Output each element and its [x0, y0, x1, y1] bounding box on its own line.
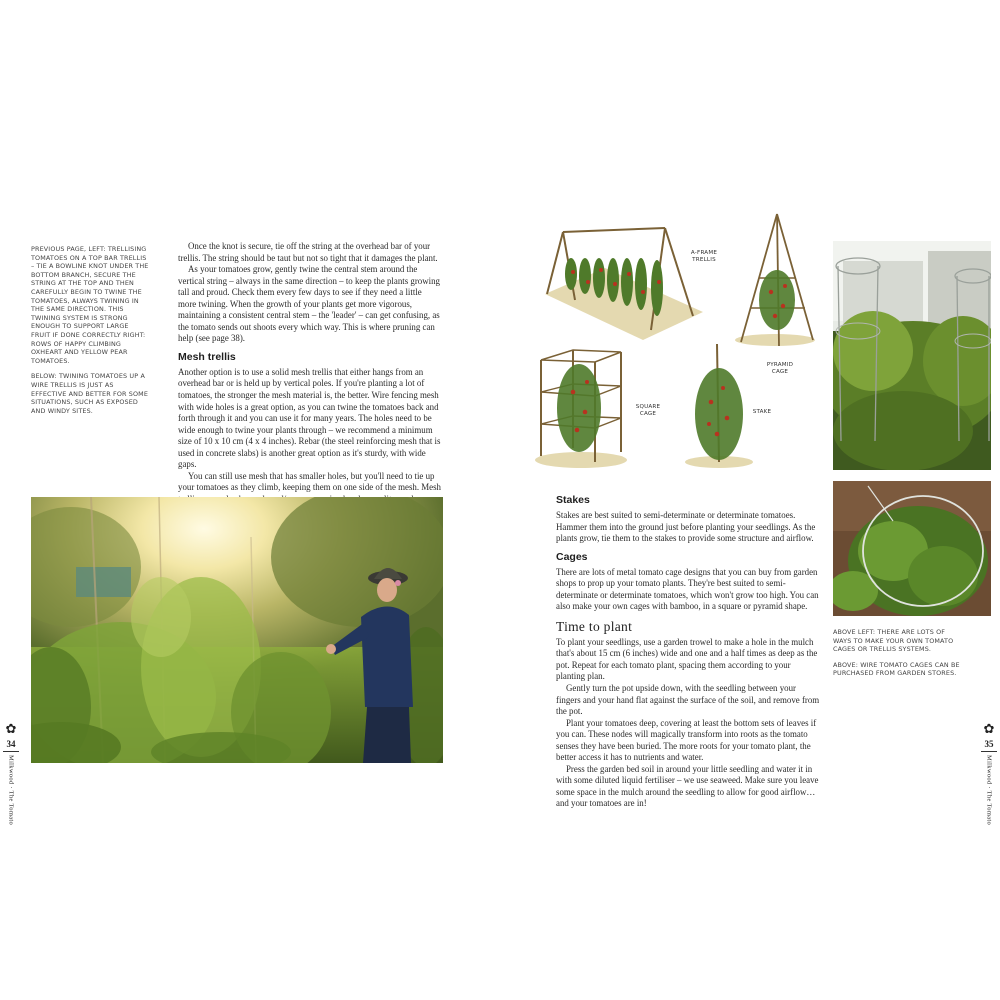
label-pyramid-cage	[760, 362, 800, 376]
folio-left	[3, 722, 19, 825]
heading-cages: Cages	[556, 550, 588, 563]
heading-stakes: Stakes	[556, 494, 590, 506]
photo-wire-cage-topdown-image	[833, 481, 991, 616]
left-caption-para1: PREVIOUS PAGE, LEFT: TRELLISING TOMATOES ON A TOP BAR TRELLIS – TIE A BOWLINE KNOT UNDER THE BOTTOM BRANCH, SECURE THE STRING AT THE TOP AND THEN CAREFULLY BEGIN TO TWINE THE TOMATOES, ALWAYS TWINING IN THE SAME DIRECTION. THIS TWINING SYSTEM IS STRONG ENOUGH TO SUPPORT LARGE FRUIT IF DONE CORRECTLY RIGHT: ROWS OF HAPPY CLIMBING OXHEART AND YELLOW PEAR TOMATOES.	[31, 245, 149, 365]
photo-wire-cage-topdown	[833, 481, 991, 616]
right-body-time3: Plant your tomatoes deep, covering at least the bottom sets of leaves if you can. These nodes will magically transform into roots as the tomato senses they have been buried. The more roots for your tomato plant, the better access it has to nutrients and water.	[556, 717, 817, 763]
folio-right	[981, 722, 997, 825]
right-caption	[833, 628, 963, 685]
right-caption-para1: ABOVE LEFT: THERE ARE LOTS OF WAYS TO MAKE YOUR OWN TOMATO CAGES OR TRELLIS SYSTEMS.	[833, 628, 954, 654]
left-body-p4: You can still use mesh that has smaller holes, but you'll need to tie up your tomatoes as they climb, keeping them on one side of the mesh. Mesh	[178, 470, 441, 493]
right-body-time1: To plant your seedlings, use a garden trowel to make a hole in the mulch that's about 15 cm (6 inches) wide and one and a half times as deep as the pot. Repeat for each tomato plant, spacing them according to your planting plan.	[556, 636, 818, 682]
left-caption	[31, 245, 149, 422]
label-square-line2: CAGE	[639, 411, 657, 417]
square-cage-drawing	[535, 350, 627, 468]
left-body-p3: Another option is to use a solid mesh trellis that either hangs from an overhead bar or is held up by vertical poles. If you're planting a lot of tomatoes, the stronger the mesh material is, the better. Wire fencing mesh with wide holes is a great option, as you can twine the tomatoes back and forth through it and you can use it for many years. The holes need to be wide enough to twine your plants through – we recommend a minimum size of 10 x 10 cm (4 x 4 inches). Rebar (the steel reinforcing mesh that is used in concrete slabs) is another great option as it's sturdy, with wide gaps.	[178, 366, 441, 470]
left-body-p2: As your tomatoes grow, gently twine the central stem around the vertical string – always in the same direction – to keep the plants growing tall and proud. Check them every few days to see if they need a little more twining. When the growth of your plants get more vigorous, maintaining a consistent central stem – the 'leader' – can get confusing, as the tomato sends out shoots every which way. This is where pruning can help (see page 38).	[178, 264, 440, 344]
label-a-frame-line1: A-FRAME	[690, 250, 718, 256]
running-head-left: Milkwood · The Tomato	[7, 755, 15, 826]
label-pyramid-line1: PYRAMID	[766, 362, 794, 368]
heading-mesh-trellis: Mesh trellis	[178, 350, 236, 363]
label-stake	[742, 409, 782, 416]
label-square-line1: SQUARE	[635, 404, 661, 410]
label-a-frame-line2: TRELLIS	[692, 257, 716, 263]
right-body-time4: Press the garden bed soil in around your little seedling and water it in with some diluted liquid fertiliser – we use seaweed. Make sure you leave some space in the mulch around the seedling to allow for good airflow… and your tomatoes are in!	[556, 763, 819, 809]
photo-wire-cage-garden-image	[833, 241, 991, 470]
stake-drawing	[685, 344, 753, 468]
left-body-column	[178, 241, 442, 517]
photo-wire-cage-garden	[833, 241, 991, 470]
label-stake-text: STAKE	[752, 409, 772, 415]
flower-logo-icon-right: ✿	[983, 721, 995, 736]
trellis-illustrations	[533, 212, 823, 474]
running-head-right: Milkwood · The Tomato	[985, 755, 993, 826]
right-body-stakes: Stakes are best suited to semi-determinate or determinate tomatoes. Hammer them into the ground just before planting your seedlings. As the plants grow, tie them to the stakes to provide some structure and airflow.	[556, 510, 816, 544]
page-number-left: 34	[3, 739, 19, 752]
flower-logo-icon: ✿	[5, 721, 17, 736]
label-pyramid-line2: CAGE	[771, 369, 789, 375]
right-body-column	[556, 488, 820, 810]
right-body-time2: Gently turn the pot upside down, with the seedling between your fingers and your hand flat against the surface of the soil, and remove from the pot.	[556, 683, 820, 717]
left-caption-para2: BELOW: TWINING TOMATOES UP A WIRE TRELLIS IS JUST AS EFFECTIVE AND BETTER FOR SOME SITUATIONS, SUCH AS EXPOSED AND WINDY SITES.	[31, 372, 149, 415]
right-caption-para2: ABOVE: WIRE TOMATO CAGES CAN BE PURCHASED FROM GARDEN STORES.	[833, 660, 960, 678]
heading-time-to-plant: Time to plant	[556, 618, 633, 634]
trellis-illustrations-drawing	[533, 212, 823, 474]
right-body-cages: There are lots of metal tomato cage designs that you can buy from garden shops to prop up your tomato plants. They're best suited to semi-determinate or determinate tomatoes, which won't grow too high. You can also make your own cages with bamboo, in a square or pyramid shape.	[556, 566, 819, 612]
left-body-p1: Once the knot is secure, tie off the string at the overhead bar of your trellis. The string should be taut but not so tight that it damages the plant.	[178, 241, 438, 263]
garden-photo-image	[31, 497, 443, 763]
pyramid-cage-drawing	[735, 214, 815, 346]
page-number-right: 35	[981, 739, 997, 752]
photo-woman-trellising-tomatoes	[31, 497, 443, 763]
label-square-cage	[628, 404, 668, 418]
a-frame-trellis-drawing	[545, 228, 703, 340]
label-a-frame-trellis	[684, 250, 724, 264]
